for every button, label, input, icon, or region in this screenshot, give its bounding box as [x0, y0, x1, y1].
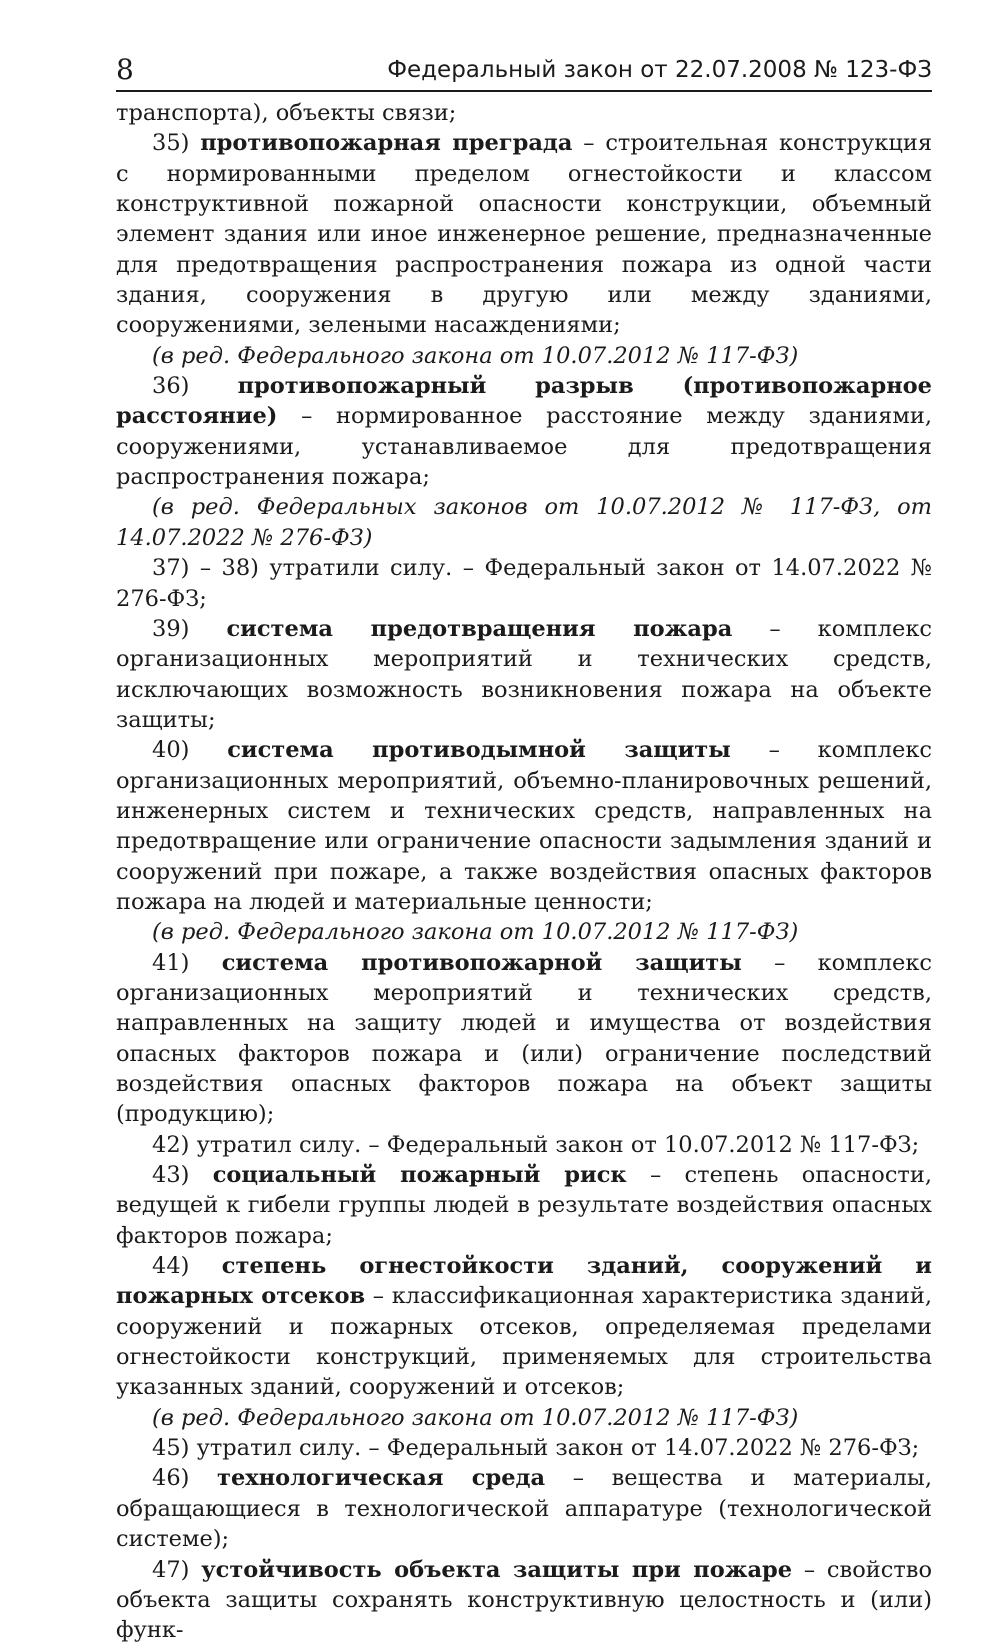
item-number: 44): [152, 1253, 190, 1280]
definition-text: – степень опасности, ведущей к гибели группы людей в результате воздействия опасных факторов пожара;: [116, 1162, 933, 1249]
defined-term: устойчивость объекта защиты при пожаре: [201, 1556, 793, 1583]
paragraph-continuation: [116, 98, 932, 128]
definition-text: – комплекс организационных мероприятий и технических средств, направленных на защиту людей и имущества от воздействия опасных факторов пожара и (или) ограничение последствий воздействия опасных факторов пожара на объект защиты (продукцию);: [116, 949, 932, 1128]
definition-text: – комплекс организационных мероприятий, объемно-планировочных решений, инженерных систем и технических средств, направленных на предотвращение или ограничение опасности задымления зданий и сооружений при пожаре, а также воздействия опасных факторов пожара на людей и материальные ценности;: [116, 737, 933, 915]
defined-term: противопожарный разрыв (противопожарное расстояние): [116, 373, 932, 430]
item-number: 36): [152, 373, 190, 400]
page-number: 8: [116, 53, 134, 86]
definition-text: – классификационная характеристика зданий, сооружений и пожарных отсеков, определяемая пределами огнестойкости конструкций, применяемых для строительства указанных зданий, сооружений и отсеков;: [116, 1283, 932, 1401]
item-number: 45): [152, 1435, 190, 1462]
definition-44: [116, 1251, 932, 1403]
item-number: 40): [152, 737, 190, 764]
edition-note: (в ред. Федерального закона от 10.07.2012 № 117-ФЗ): [152, 919, 799, 946]
paragraph-text: транспорта), объекты связи;: [116, 100, 457, 126]
edition-note: (в ред. Федеральных законов от 10.07.2012 № 117-ФЗ, от 14.07.2022 № 276-ФЗ): [116, 494, 932, 551]
item-number: 43): [152, 1162, 190, 1189]
definition-text: утратил силу. – Федеральный закон от 10.07.2012 № 117-ФЗ;: [196, 1131, 920, 1158]
definition-text: утратили силу. – Федеральный закон от 14.07.2022 № 276-ФЗ;: [116, 555, 932, 612]
edition-note: (в ред. Федерального закона от 10.07.2012 № 117-ФЗ): [152, 342, 799, 369]
item-number: 35): [152, 130, 190, 157]
definition-41: [116, 948, 932, 1130]
defined-term: степень огнестойкости зданий, сооружений и пожарных отсеков: [116, 1253, 932, 1310]
defined-term: социальный пожарный риск: [212, 1162, 627, 1189]
definition-40: [116, 735, 932, 917]
definition-text: – вещества и материалы, обращающиеся в технологической аппаратуре (технологической системе);: [116, 1465, 932, 1553]
item-number: 42): [152, 1131, 190, 1158]
running-title: Федеральный закон от 22.07.2008 № 123-ФЗ: [387, 57, 932, 83]
definition-text: – строительная конструкция с нормированными пределом огнестойкости и классом конструктивной пожарной опасности конструкции, объемный элемент здания или иное инженерное решение, предназначенные для предотвращения распространения пожара из одной части здания, сооружения в другую или между зданиями, сооружениями, зелеными насаждениями;: [116, 130, 933, 339]
item-number: 47): [152, 1556, 190, 1583]
item-number: 37) – 38): [152, 555, 259, 582]
definition-46: [116, 1463, 932, 1554]
item-number: 46): [152, 1465, 190, 1492]
defined-term: технологическая среда: [217, 1465, 546, 1492]
body-text: [116, 98, 932, 1646]
definition-45: [116, 1433, 932, 1463]
definition-text: – нормированное расстояние между зданиями, сооружениями, устанавливаемое для предотвращения распространения пожара;: [116, 403, 932, 491]
edition-note: (в ред. Федерального закона от 10.07.2012 № 117-ФЗ): [152, 1404, 799, 1431]
definition-42: [116, 1130, 932, 1160]
item-number: 41): [152, 949, 190, 976]
defined-term: система предотвращения пожара: [226, 615, 733, 642]
defined-term: система противопожарной защиты: [221, 949, 742, 976]
header-rule: [116, 90, 932, 92]
definition-text: – комплекс организационных мероприятий и технических средств, исключающих возможность возникновения пожара на объекте защиты;: [116, 615, 933, 733]
defined-term: система противодымной защиты: [227, 737, 731, 764]
definition-37-38: [116, 553, 932, 614]
defined-term: противопожарная преграда: [200, 130, 573, 157]
definition-36: [116, 371, 932, 492]
definition-35: [116, 128, 932, 340]
item-number: 39): [152, 615, 190, 642]
definition-47: [116, 1555, 932, 1646]
definition-text: – свойство объекта защиты сохранять конструктивную целостность и (или) функ-: [116, 1556, 933, 1644]
definition-39: [116, 614, 932, 735]
definition-43: [116, 1160, 932, 1251]
definition-text: утратил силу. – Федеральный закон от 14.07.2022 № 276-ФЗ;: [196, 1435, 920, 1462]
